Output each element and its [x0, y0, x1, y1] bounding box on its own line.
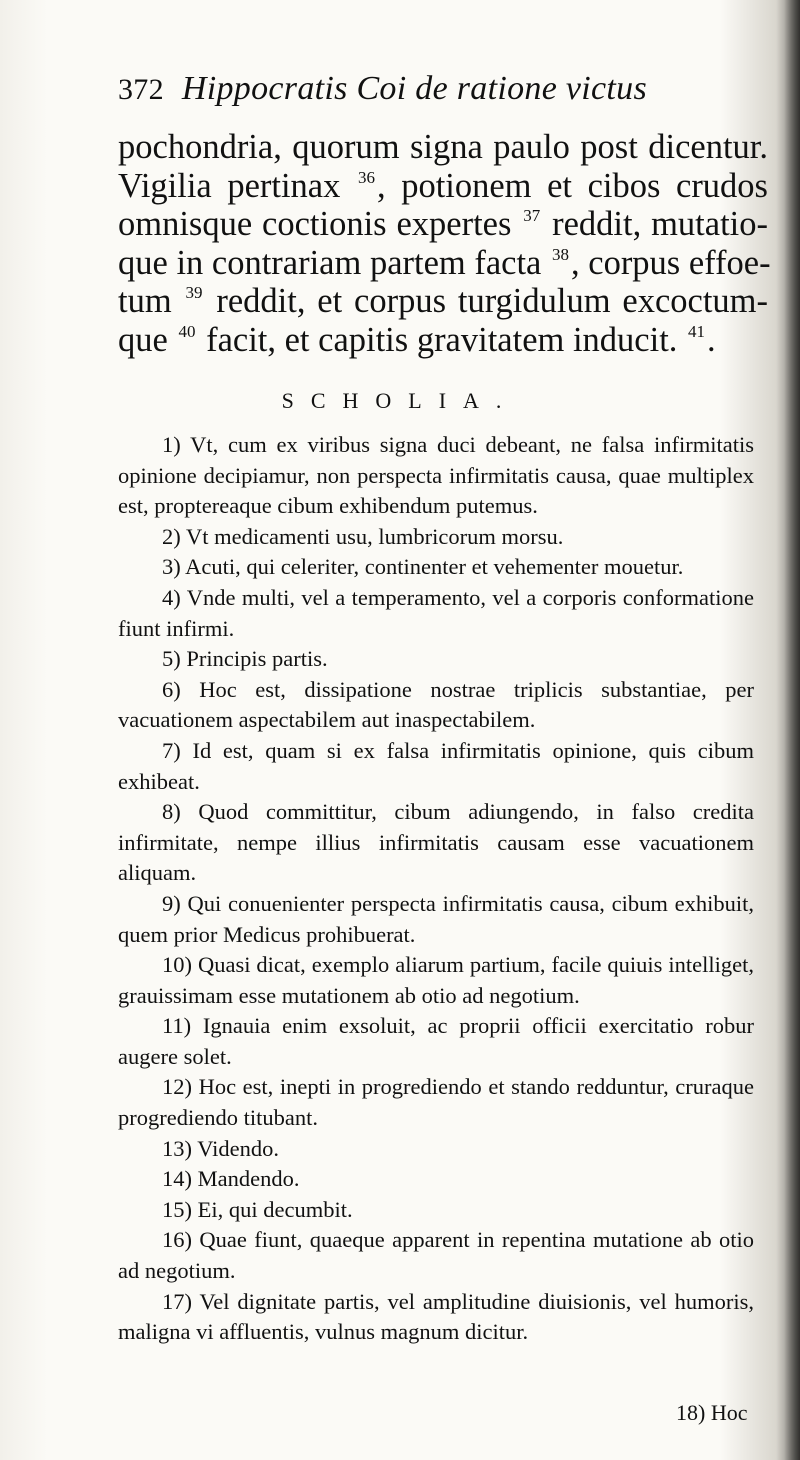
scholia-heading: SCHOLIA.: [281, 388, 519, 413]
main-text: [118, 128, 771, 359]
scholia-notes: [118, 430, 754, 1348]
scholia-note: 6) Hoc est, dissipatione nostrae triplicis substantiae, per vacuationem aspectabilem aut inaspectabilem.: [118, 676, 754, 733]
running-title: Hippocratis Coi de ratione victus: [181, 70, 647, 107]
scholia-note: 16) Quae fiunt, quaeque apparent in repentina mutatione ab otio ad negotium.: [118, 1227, 754, 1284]
page-number: 372: [118, 73, 164, 106]
scholia-note: 1) Vt, cum ex viribus signa duci debeant, ne falsa infirmitatis opinione decipiamur, non perspecta infirmitatis causa, quae multiplex est, proptereaque cibum exhibendum putemus.: [118, 432, 754, 519]
footnote-ref: 41: [688, 321, 706, 341]
footnote-ref: 37: [523, 206, 541, 225]
scholia-note: 13) Videndo.: [162, 1135, 279, 1161]
scholia-note: 4) Vnde multi, vel a temperamento, vel a corporis conformatione fiunt infirmi.: [118, 584, 754, 641]
scholia-note: 10) Quasi dicat, exemplo aliarum partium, facile quiuis intelliget, grauissimam esse mutationem ab otio ad negotium.: [118, 952, 754, 1008]
scholia-note: 5) Principis partis.: [162, 646, 328, 672]
main-text-line: Vigilia pertinax $^{36}$, potionem et cibos crudos: [118, 166, 768, 205]
scholia-note: 2) Vt medicamenti usu, lumbricorum morsu.: [162, 523, 564, 549]
scholia-note: 17) Vel dignitate partis, vel amplitudine diuisionis, vel humoris, maligna vi affluentis, vulnus magnum dicitur.: [118, 1288, 754, 1345]
scholia-note: 11) Ignauia enim exsoluit, ac proprii officii exercitatio robur augere solet.: [118, 1013, 754, 1069]
page-header: [118, 70, 718, 108]
main-text-line: pochondria, quorum signa paulo post dicentur.: [118, 128, 768, 166]
main-text-line: que in contrariam partem facta $^{38}$, corpus effoe-: [118, 243, 771, 282]
scholia-note: 14) Mandendo.: [162, 1166, 300, 1192]
footnote-ref: 39: [185, 283, 203, 302]
scholia-note: 12) Hoc est, inepti in progrediendo et stando redduntur, cruraque progrediendo titubant.: [118, 1074, 754, 1131]
scholia-note: 15) Ei, qui decumbit.: [162, 1196, 353, 1222]
footnote-ref: 40: [178, 321, 196, 341]
main-text-line: que $^{40}$ facit, et capitis gravitatem inducit. $^{41}$.: [118, 320, 716, 359]
scholia-note: 7) Id est, quam si ex falsa infirmitatis opinione, quis cibum exhibeat.: [118, 737, 754, 794]
page-edge-shadow: [784, 0, 800, 1460]
scholia-note: 3) Acuti, qui celeriter, continenter et vehementer mouetur.: [162, 554, 684, 580]
scholia-note: 8) Quod committitur, cibum adiungendo, in falso credita infirmitate, nempe illius infirmitatis causam esse vacuationem aliquam.: [118, 799, 754, 886]
footnote-ref: 36: [357, 167, 375, 187]
main-text-line: omnisque coctionis expertes $^{37}$ reddit, mutatio-: [118, 205, 768, 243]
catchword: 18) Hoc: [676, 1400, 748, 1425]
footnote-ref: 38: [552, 244, 569, 264]
scholia-note: 9) Qui conuenienter perspecta infirmitatis causa, cibum exhibuit, quem prior Medicus prohibuerat.: [118, 890, 754, 947]
main-text-line: tum $^{39}$ reddit, et corpus turgidulum excoctum-: [118, 282, 768, 320]
